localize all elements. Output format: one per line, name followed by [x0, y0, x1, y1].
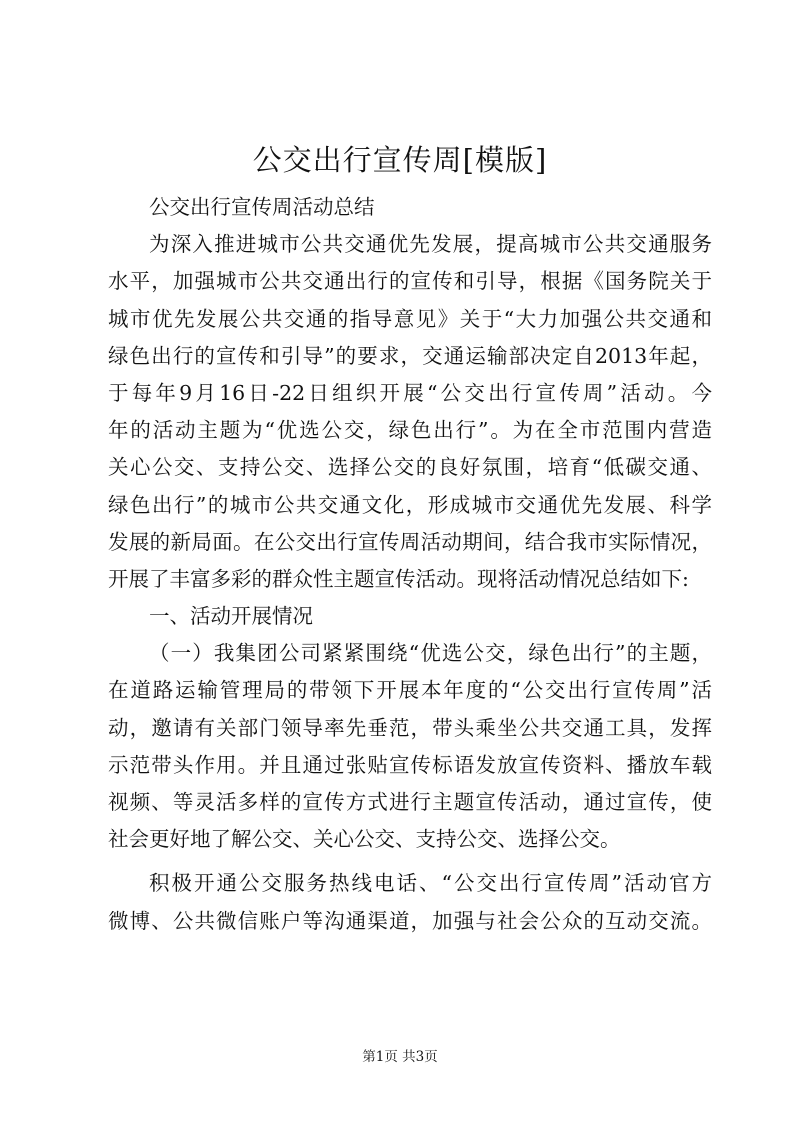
paragraph-line: 年的活动主题为“优选公交，绿色出行”。为在全市范围内营造	[108, 418, 712, 443]
paragraph-line: 在道路运输管理局的带领下开展本年度的“公交出行宣传周”活	[108, 678, 712, 703]
paragraph-line: 微博、公共微信账户等沟通渠道，加强与社会公众的互动交流。	[108, 908, 712, 933]
paragraph-line: 动，邀请有关部门领导率先垂范，带头乘坐公共交通工具，发挥	[108, 715, 712, 740]
paragraph-line: 开展了丰富多彩的群众性主题宣传活动。现将活动情况总结如下:	[108, 566, 689, 591]
document-body	[108, 189, 712, 940]
paragraph-line: 绿色出行”的城市公共交通文化，形成城市交通优先发展、科学	[108, 492, 712, 517]
paragraph-line: 视频、等灵活多样的宣传方式进行主题宣传活动，通过宣传，使	[108, 790, 712, 814]
paragraph-line: 城市优先发展公共交通的指导意见》关于“大力加强公共交通和	[108, 306, 712, 331]
paragraph-line: （一）我集团公司紧紧围绕“优选公交，绿色出行”的主题，	[149, 641, 712, 666]
document-title: 公交出行宣传周[模版]	[252, 143, 548, 177]
paragraph-line: 社会更好地了解公交、关心公交、支持公交、选择公交。	[108, 827, 621, 852]
page-footer: 第1页 共3页	[362, 1049, 438, 1065]
paragraph-line: 关心公交、支持公交、选择公交的良好氛围，培育“低碳交通、	[108, 455, 712, 480]
paragraph-line: 绿色出行的宣传和引导”的要求，交通运输部决定自2013年起，	[108, 343, 712, 368]
subtitle-line: 公交出行宣传周活动总结	[149, 195, 375, 219]
paragraph-line: 积极开通公交服务热线电话、“公交出行宣传周”活动官方	[149, 871, 712, 896]
section-heading: 一、活动开展情况	[149, 604, 313, 629]
paragraph-line: 示范带头作用。并且通过张贴宣传标语发放宣传资料、播放车载	[108, 752, 712, 777]
paragraph-line: 水平，加强城市公共交通出行的宣传和引导，根据《国务院关于	[108, 269, 712, 294]
paragraph-line: 于每年9月16日-22日组织开展“公交出行宣传周”活动。今	[108, 380, 712, 405]
paragraph-line: 为深入推进城市公共交通优先发展，提高城市公共交通服务	[149, 232, 712, 257]
paragraph-line: 发展的新局面。在公交出行宣传周活动期间，结合我市实际情况，	[108, 529, 712, 554]
